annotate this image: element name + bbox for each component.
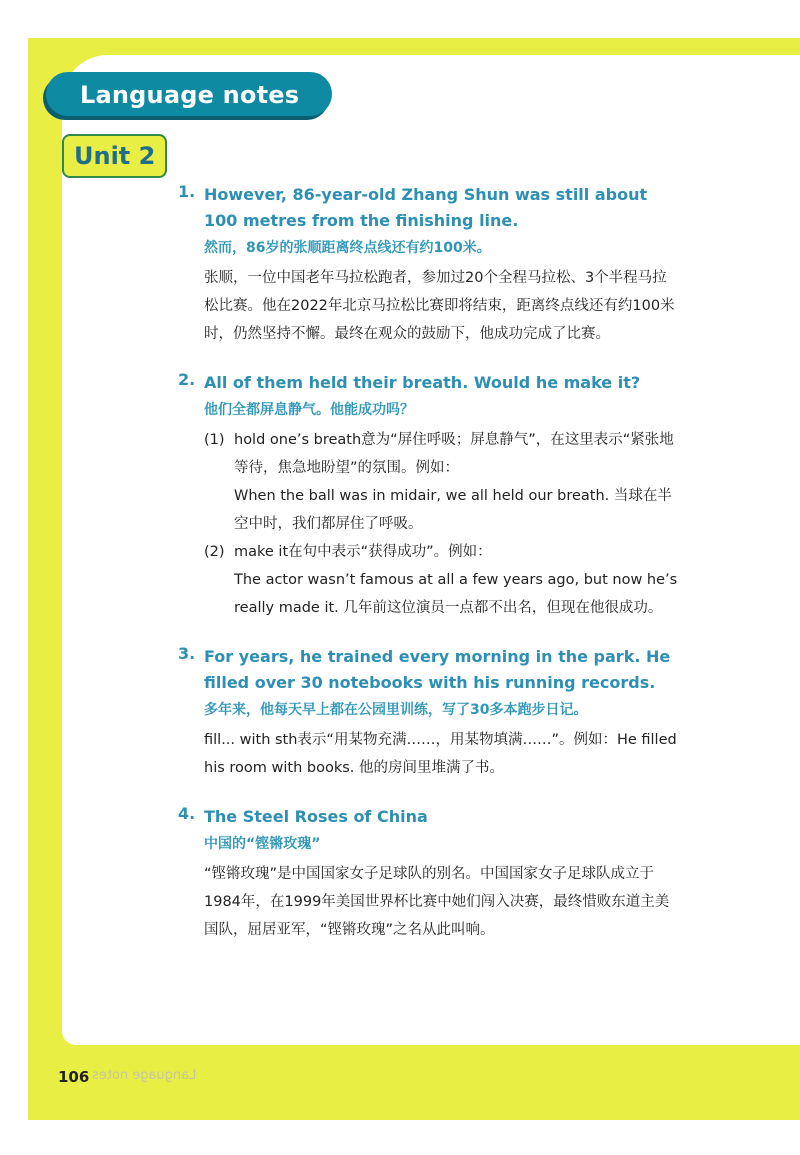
note-chinese: 多年来，他每天早上都在公园里训练，写了30多本跑步日记。	[204, 702, 588, 718]
note-explanation: “铿锵玫瑰”是中国国家女子足球队的别名。中国国家女子足球队成立于1984年，在1999年美国世界杯比赛中她们闯入决赛，最终惜败东道主美国队，屈居亚军，“铿锵玫瑰”之名从此叫响。	[204, 866, 670, 938]
bleed-through-text: Language notes	[92, 1068, 197, 1083]
sub-note-text: make it在句中表示“获得成功”。例如：	[234, 544, 492, 560]
note-3	[178, 644, 678, 782]
sub-note-example: When the ball was in midair, we all held our breath. 当球在半空中时，我们都屏住了呼吸。	[234, 488, 672, 532]
sub-note-1	[204, 426, 678, 538]
sub-note-number: (2)	[204, 544, 225, 560]
note-english: For years, he trained every morning in the park. He filled over 30 notebooks with his running records.	[204, 647, 671, 692]
page-number: 106	[58, 1068, 90, 1086]
sub-note-number: (1)	[204, 432, 225, 448]
note-number: 1.	[178, 182, 196, 201]
section-title: Language notes	[80, 81, 300, 109]
note-explanation: fill... with sth表示“用某物充满……，用某物填满……”。例如：He filled his room with books. 他的房间里堆满了书。	[204, 732, 677, 776]
unit-badge: Unit 2	[62, 134, 167, 178]
note-english: The Steel Roses of China	[204, 807, 428, 826]
notes-list	[178, 182, 678, 944]
note-chinese: 然而，86岁的张顺距离终点线还有约100米。	[204, 240, 491, 256]
note-number: 4.	[178, 804, 196, 823]
note-4	[178, 804, 678, 944]
note-explanation: 张顺，一位中国老年马拉松跑者，参加过20个全程马拉松、3个半程马拉松比赛。他在2022年北京马拉松比赛即将结束，距离终点线还有约100米时，仍然坚持不懈。最终在观众的鼓励下，他成功完成了比赛。	[204, 270, 675, 342]
note-english: All of them held their breath. Would he make it?	[204, 373, 641, 392]
sub-note-2	[204, 538, 678, 622]
note-2	[178, 370, 678, 622]
note-chinese: 他们全都屏息静气。他能成功吗？	[204, 402, 414, 418]
note-number: 3.	[178, 644, 196, 663]
note-english: However, 86-year-old Zhang Shun was still about 100 metres from the finishing line.	[204, 185, 648, 230]
note-chinese: 中国的“铿锵玫瑰”	[204, 836, 321, 852]
sub-note-text: hold one’s breath意为“屏住呼吸；屏息静气”，在这里表示“紧张地等待，焦急地盼望”的氛围。例如：	[234, 432, 674, 476]
note-1	[178, 182, 678, 348]
note-number: 2.	[178, 370, 196, 389]
sub-note-example: The actor wasn’t famous at all a few years ago, but now he’s really made it. 几年前这位演员一点都不出名，但现在他很成功。	[234, 572, 678, 616]
